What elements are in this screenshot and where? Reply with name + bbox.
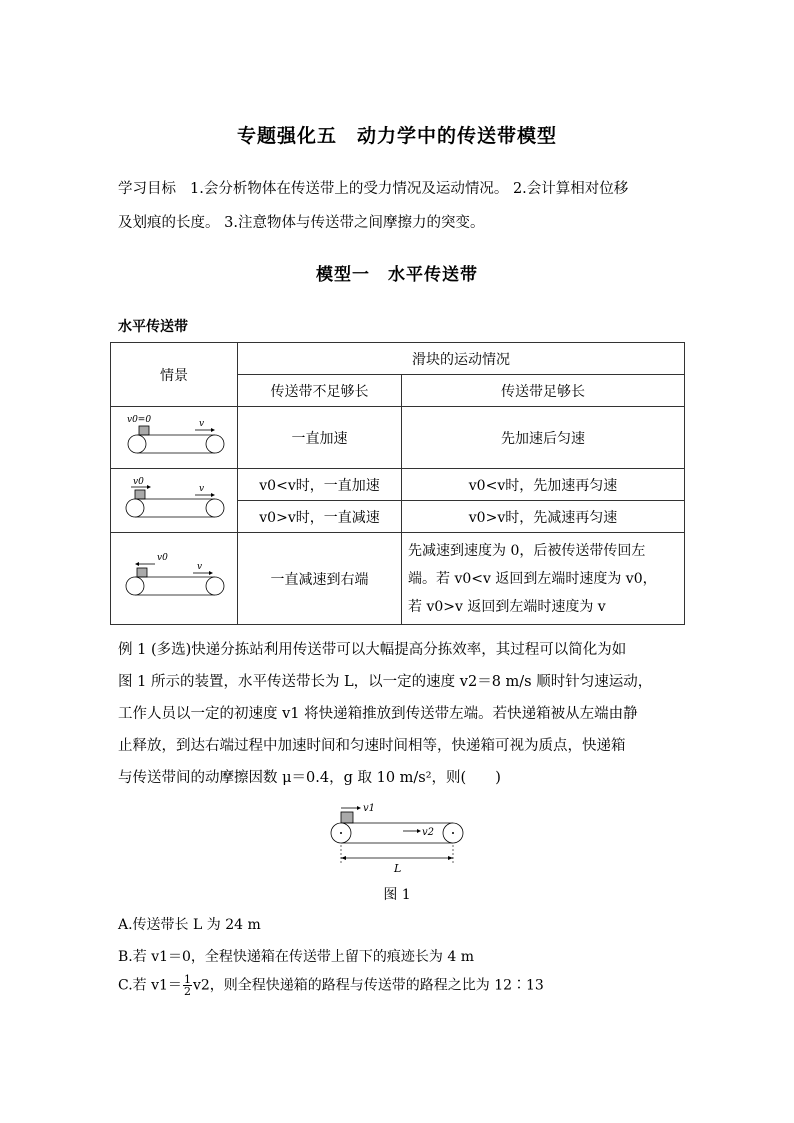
goals-label: 学习目标 [118,181,176,197]
option-c-prefix: C.若 v1＝ [118,977,182,994]
pulley-axle [452,832,454,834]
belt-diagram-3 [119,549,229,605]
table-caption: 水平传送带 [118,319,188,335]
package-box [341,812,353,823]
fraction-numerator: 1 [183,973,191,986]
fraction-denominator: 2 [183,985,191,998]
row2a-long: v0<v时，先加速再匀速 [402,469,685,501]
label-v1: v1 [363,803,376,814]
header-motion: 滑块的运动情况 [238,343,685,375]
option-a: A.传送带长 L 为 24 m [118,917,261,933]
row2a-short: v0<v时，一直加速 [238,469,402,501]
scene-1-diagram [111,407,238,469]
label-v: v [197,561,203,572]
label-v: v [199,418,205,429]
arrow-head [211,493,215,497]
pulley-axle [340,832,342,834]
pulley-right [206,499,224,517]
row2b-short: v0>v时，一直减速 [238,501,402,533]
learning-goals [118,172,684,240]
arrow-head [341,856,346,860]
row1-long: 先加速后匀速 [402,407,685,469]
label-v0-eq-0: v0=0 [127,414,152,425]
example-line-1: 例 1 (多选)快递分拣站利用传送带可以大幅提高分拣效率，其过程可以简化为如 [118,642,627,658]
label-v2: v2 [422,827,435,838]
label-v0: v0 [133,476,144,487]
option-c [118,974,544,997]
arrow-head [211,428,215,432]
header-scene: 情景 [111,343,238,407]
arrow-head [417,829,421,833]
row3-long [402,533,685,625]
row3-short: 一直减速到右端 [238,533,402,625]
arrow-head [448,856,453,860]
arrow-head [357,806,361,810]
figure-1 [327,800,467,876]
example-line-3: 工作人员以一定的初速度 v1 将快递箱推放到传送带左端。若快递箱被从左端由静 [118,706,638,722]
scene-2-diagram [111,469,238,533]
label-v: v [199,483,205,494]
arrow-head [147,485,151,489]
row3-long-line-3: 若 v0>v 返回到左端时速度为 v [408,598,606,615]
figure-caption: 图 1 [383,887,411,903]
option-b: B.若 v1＝0，全程快递箱在传送带上留下的痕迹长为 4 m [118,949,474,965]
example-line-4: 止释放，到达右端过程中加速时间和匀速时间相等，快递箱可视为质点，快递箱 [118,738,626,754]
row3-long-line-2: 端。若 v0<v 返回到左端时速度为 v0， [408,570,657,587]
example-line-2: 图 1 所示的装置，水平传送带长为 L，以一定的速度 v2＝8 m/s 顺时针匀速运动， [118,674,653,690]
pulley-left [126,499,144,517]
label-v0: v0 [157,552,168,563]
pulley-left [126,577,144,595]
row3-long-line-1: 先减速到速度为 0，后被传送带传回左 [408,542,646,559]
label-L: L [394,862,402,875]
fraction-half [183,974,192,997]
arrow-head [135,562,139,566]
pulley-right [206,435,224,453]
row2b-long: v0>v时，先减速再匀速 [402,501,685,533]
header-long: 传送带足够长 [402,375,685,407]
example-1 [118,634,684,794]
pulley-right [206,577,224,595]
row1-short: 一直加速 [238,407,402,469]
goals-text-1: 1.会分析物体在传送带上的受力情况及运动情况。 2.会计算相对位移 [190,181,629,197]
goals-line-2: 及划痕的长度。 3.注意物体与传送带之间摩擦力的突变。 [118,215,485,231]
conveyor-table [110,342,685,625]
section-title: 模型一 水平传送带 [316,265,478,285]
scene-3-diagram [111,533,238,625]
belt-diagram-2 [119,473,229,525]
option-c-suffix: v2，则全程快递箱的路程与传送带的路程之比为 12∶13 [192,977,544,994]
page-title: 专题强化五 动力学中的传送带模型 [236,125,557,147]
block-shape [139,426,149,435]
goals-line-1 [118,172,684,206]
block-shape [137,568,147,577]
block-shape [135,490,145,499]
example-line-5: 与传送带间的动摩擦因数 μ＝0.4，g 取 10 m/s²，则( ) [118,770,501,786]
belt-diagram-1 [119,410,229,462]
header-short: 传送带不足够长 [238,375,402,407]
pulley-left [128,435,146,453]
arrow-head [209,571,213,575]
